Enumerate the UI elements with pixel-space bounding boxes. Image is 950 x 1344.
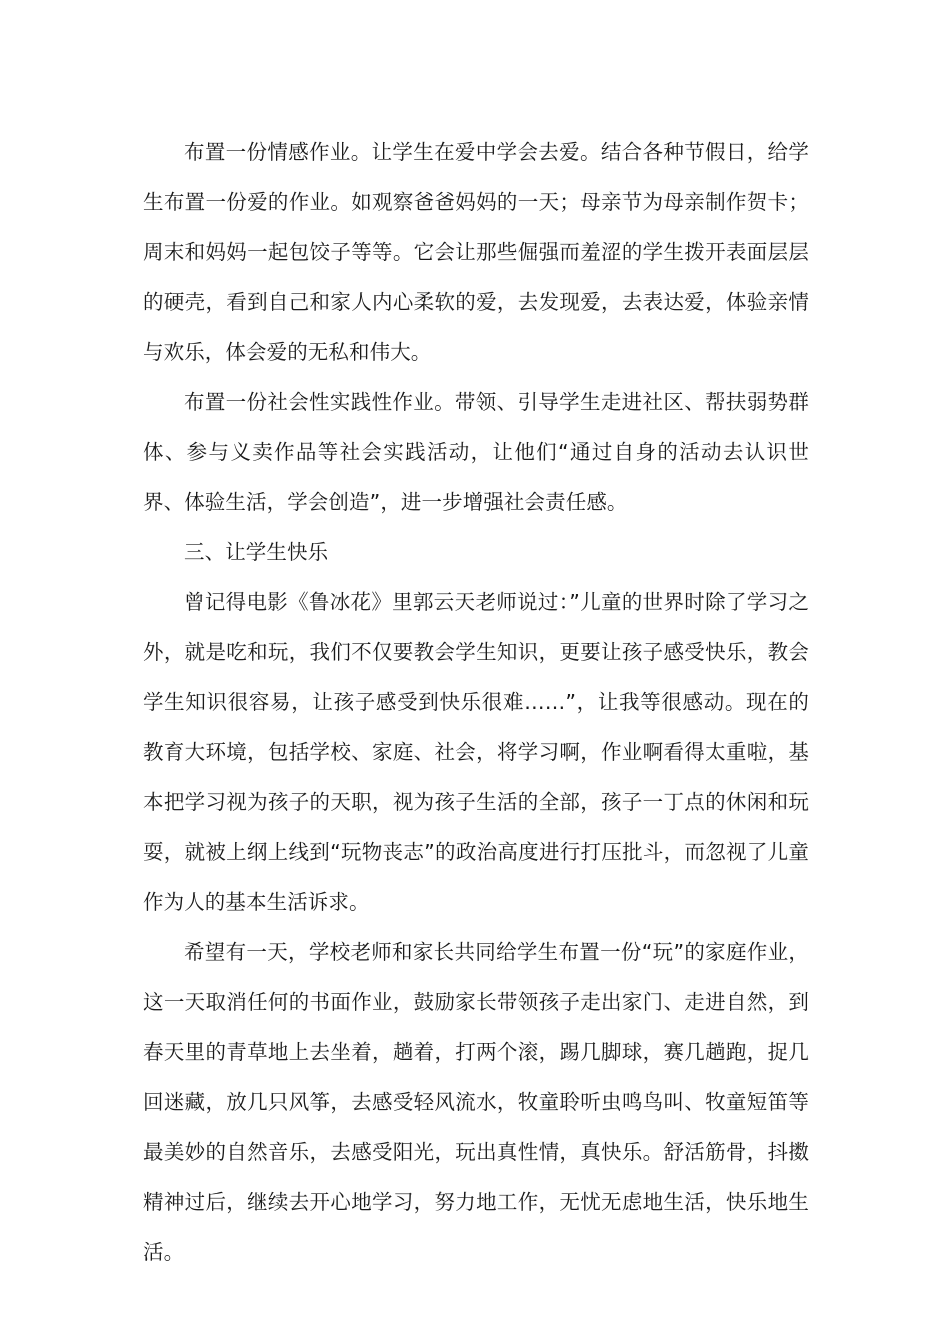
section-heading-happiness: 三、让学生快乐 [184, 540, 329, 564]
paragraph-emotional-homework: 布置一份情感作业。让学生在爱中学会去爱。结合各种节假日，给学生布置一份爱的作业。如观察爸爸妈妈的一天；母亲节为母亲制作贺卡；周末和妈妈一起包饺子等等。它会让那些倔强而羞涩的学生拨开表面层层的硬壳，看到自己和家人内心柔软的爱，去发现爱，去表达爱，体验亲情与欢乐，体会爱的无私和伟大。 [143, 140, 809, 364]
document-body [143, 127, 809, 1277]
paragraph-film-quote: 曾记得电影《鲁冰花》里郭云天老师说过：”儿童的世界时除了学习之外，就是吃和玩，我们不仅要教会学生知识，更要让孩子感受快乐，教会学生知识很容易，让孩子感受到快乐很难……”，让我等很感动。现在的教育大环境，包括学校、家庭、社会，将学习啊，作业啊看得太重啦，基本把学习视为孩子的天职，视为孩子生活的全部，孩子一丁点的休闲和玩耍，就被上纲上线到“玩物丧志”的政治高度进行打压批斗，而忽视了儿童作为人的基本生活诉求。 [143, 590, 809, 914]
paragraph-social-practice-homework: 布置一份社会性实践性作业。带领、引导学生走进社区、帮扶弱势群体、参与义卖作品等社会实践活动，让他们“通过自身的活动去认识世界、体验生活，学会创造”，进一步增强社会责任感。 [143, 390, 809, 514]
paragraph-play-homework: 希望有一天，学校老师和家长共同给学生布置一份“玩”的家庭作业，这一天取消任何的书面作业，鼓励家长带领孩子走出家门、走进自然，到春天里的青草地上去坐着，趟着，打两个滚，踢几脚球，赛几趟跑，捉几回迷藏，放几只风筝，去感受轻风流水，牧童聆听虫鸣鸟叫、牧童短笛等最美妙的自然音乐，去感受阳光，玩出真性情，真快乐。舒活筋骨，抖擞精神过后，继续去开心地学习，努力地工作，无忧无虑地生活，快乐地生活。 [143, 940, 809, 1264]
